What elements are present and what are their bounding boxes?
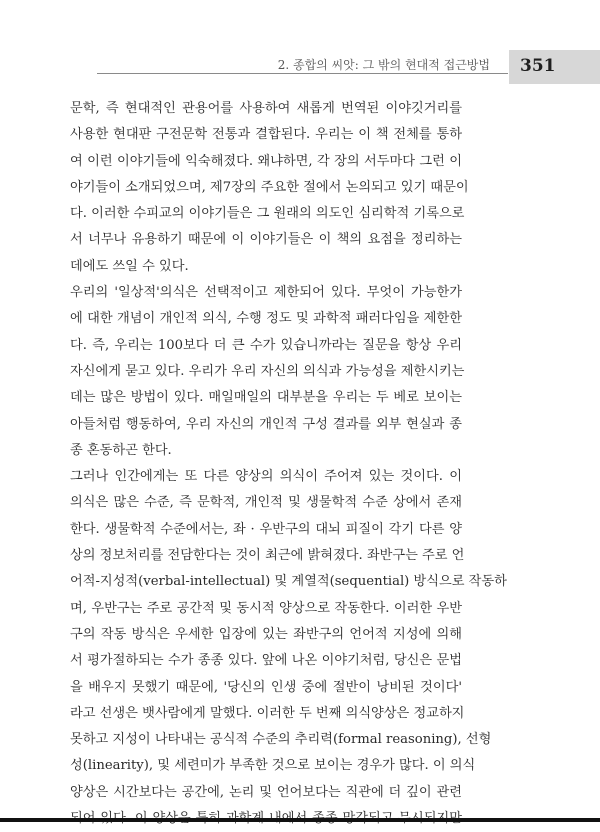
text-line: 문학, 즉 현대적인 관용어를 사용하여 새롭게 번역된 이야깃거리를 bbox=[70, 101, 462, 116]
text-line: 라고 선생은 뱃사람에게 말했다. 이러한 두 번째 의식양상은 정교하지 bbox=[70, 705, 465, 721]
text-line: 자신에게 묻고 있다. 우리가 우리 자신의 의식과 가능성을 제한시키는 bbox=[70, 363, 465, 379]
text-line: 구의 작동 방식은 우세한 입장에 있는 좌반구의 언어적 지성에 의해 bbox=[70, 626, 462, 642]
body-text bbox=[70, 96, 507, 832]
text-line: 우리의 '일상적'의식은 선택적이고 제한되어 있다. 무엇이 가능한가 bbox=[70, 285, 462, 301]
text-line: 종 혼동하곤 한다. bbox=[70, 442, 172, 458]
text-line: 성(linearity), 및 세련미가 부족한 것으로 보이는 경우가 많다. 이 의식 bbox=[70, 758, 476, 774]
header-rule bbox=[97, 73, 508, 74]
text-line: 다. 이러한 수피교의 이야기들은 그 원래의 의도인 심리학적 기록으로 bbox=[70, 206, 465, 222]
text-line: 에 대한 개념이 개인적 의식, 수행 정도 및 과학적 패러다임을 제한한 bbox=[70, 311, 462, 327]
footer-rule bbox=[0, 818, 600, 822]
page-number: 351 bbox=[520, 56, 556, 76]
text-line: 데는 많은 방법이 있다. 매일매일의 대부분을 우리는 두 베로 보이는 bbox=[70, 390, 462, 406]
text-line: 을 배우지 못했기 때문에, '당신의 인생 중에 절반이 낭비된 것이다' bbox=[70, 679, 462, 695]
text-line: 야기들이 소개되었으며, 제7장의 주요한 절에서 논의되고 있기 때문이 bbox=[70, 179, 469, 195]
text-line: 여 이런 이야기들에 익숙해졌다. 왜냐하면, 각 장의 서두마다 그런 이 bbox=[70, 153, 462, 169]
text-line: 서 평가절하되는 수가 종종 있다. 앞에 나온 이야기처럼, 당신은 문법 bbox=[70, 653, 462, 669]
text-line: 사용한 현대판 구전문학 전통과 결합된다. 우리는 이 책 전체를 통하 bbox=[70, 127, 462, 143]
text-line: 한다. 생물학적 수준에서는, 좌 · 우반구의 대뇌 피질이 각기 다른 양 bbox=[70, 521, 462, 537]
text-line: 며, 우반구는 주로 공간적 및 동시적 양상으로 작동한다. 이러한 우반 bbox=[70, 600, 462, 616]
text-line: 의식은 많은 수준, 즉 문학적, 개인적 및 생물학적 수준 상에서 존재 bbox=[70, 495, 462, 511]
text-line: 서 너무나 유용하기 때문에 이 이야기들은 이 책의 요점을 정리하는 bbox=[70, 232, 462, 248]
running-head: 2. 종합의 씨앗: 그 밖의 현대적 접근방법 bbox=[277, 58, 490, 72]
text-line: 양상은 시간보다는 공간에, 논리 및 언어보다는 직관에 더 깊이 관련 bbox=[70, 784, 462, 800]
text-line: 다. 즉, 우리는 100보다 더 큰 수가 있습니까라는 질문을 항상 우리 bbox=[70, 337, 462, 353]
text-line: 그러나 인간에게는 또 다른 양상의 의식이 주어져 있는 것이다. 이 bbox=[70, 469, 462, 485]
text-line: 못하고 지성이 나타내는 공식적 수준의 추리력(formal reasoning), 선형 bbox=[70, 732, 492, 748]
text-line: 어적-지성적(verbal-intellectual) 및 계열적(sequential) 방식으로 작동하 bbox=[70, 574, 507, 590]
text-line: 아들처럼 행동하여, 우리 자신의 개인적 구성 결과를 외부 현실과 종 bbox=[70, 416, 462, 432]
text-line: 데에도 쓰일 수 있다. bbox=[70, 258, 189, 274]
text-line: 상의 정보처리를 전담한다는 것이 최근에 밝혀졌다. 좌반구는 주로 언 bbox=[70, 548, 465, 564]
